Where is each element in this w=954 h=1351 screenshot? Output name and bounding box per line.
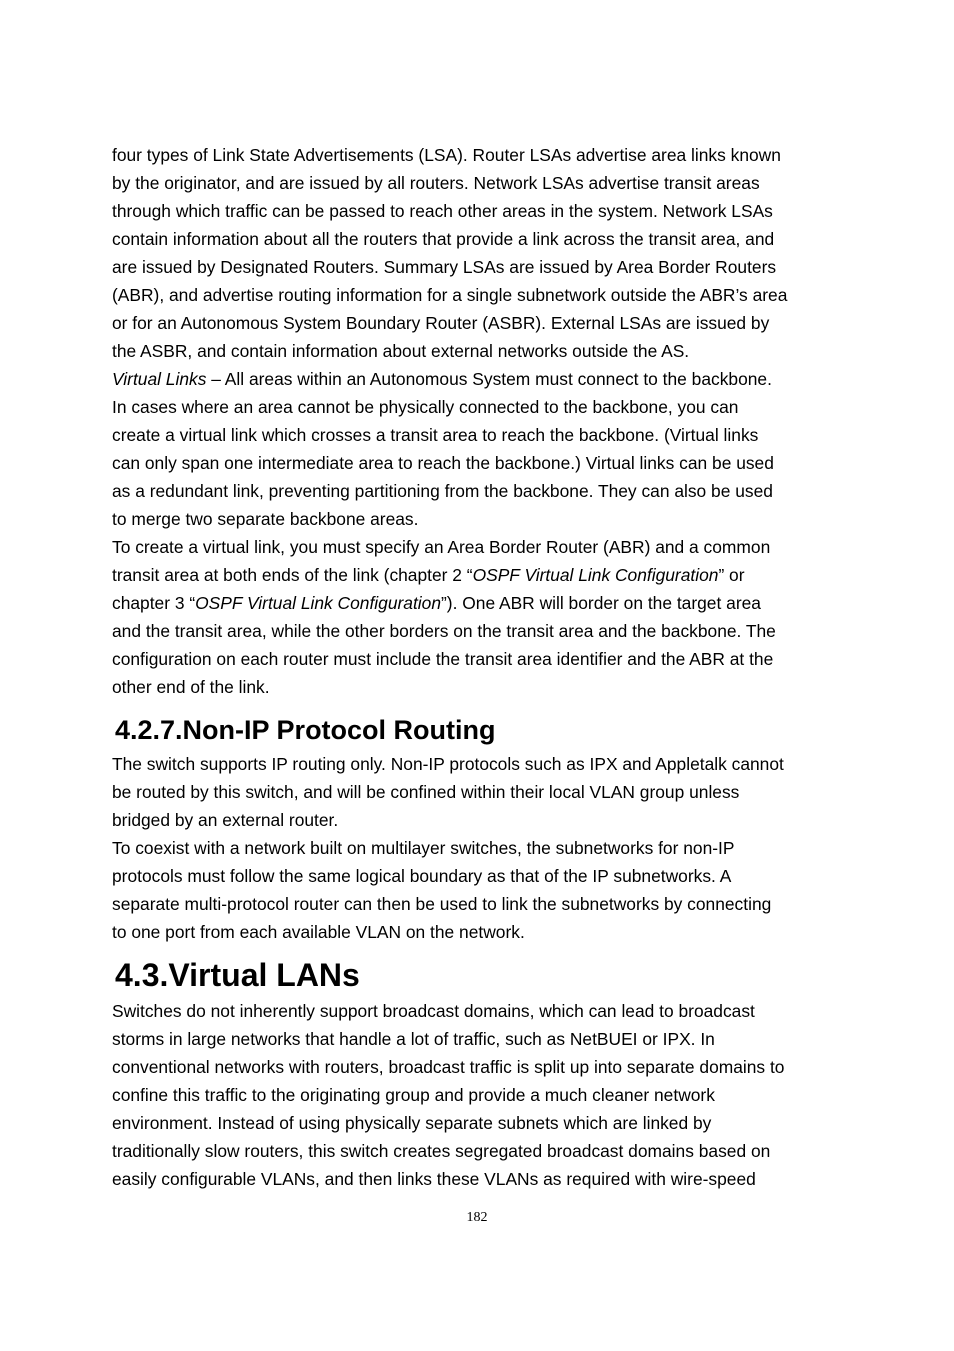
text-line: bridged by an external router. (112, 810, 339, 830)
text-line: In cases where an area cannot be physically connected to the backbone, you can (112, 397, 739, 417)
text-line: to one port from each available VLAN on the network. (112, 922, 525, 942)
text-fragment: ”). One ABR will border on the target area (441, 593, 761, 613)
document-body (112, 141, 847, 1193)
text-line (112, 561, 847, 589)
text-line (112, 589, 847, 617)
paragraph-broadcast-domains (112, 997, 847, 1193)
page-number: 182 (466, 1210, 488, 1225)
text-line: environment. Instead of using physically separate subnets which are linked by (112, 1113, 712, 1133)
text-line: by the originator, and are issued by all routers. Network LSAs advertise transit areas (112, 173, 760, 193)
text-line: traditionally slow routers, this switch creates segregated broadcast domains based on (112, 1141, 771, 1161)
text-line: contain information about all the routers that provide a link across the transit area, and (112, 229, 775, 249)
text-line: can only span one intermediate area to reach the backbone.) Virtual links can be used (112, 453, 774, 473)
text-line: The switch supports IP routing only. Non-IP protocols such as IPX and Appletalk cannot (112, 754, 784, 774)
paragraph-ip-routing-only (112, 750, 847, 834)
text-fragment: – All areas within an Autonomous System must connect to the backbone. (206, 369, 772, 389)
text-line: be routed by this switch, and will be confined within their local VLAN group unless (112, 782, 740, 802)
text-fragment: transit area at both ends of the link (chapter 2 “ (112, 565, 473, 585)
text-line: protocols must follow the same logical boundary as that of the IP subnetworks. A (112, 866, 732, 886)
reference-title: OSPF Virtual Link Configuration (195, 593, 441, 613)
paragraph-create-virtual-link (112, 533, 847, 701)
text-line: or for an Autonomous System Boundary Router (ASBR). External LSAs are issued by (112, 313, 770, 333)
text-line (112, 365, 847, 393)
text-line: To coexist with a network built on multilayer switches, the subnetworks for non-IP (112, 838, 735, 858)
paragraph-lsa-types (112, 141, 847, 365)
text-fragment: chapter 3 “ (112, 593, 196, 613)
text-line: to merge two separate backbone areas. (112, 509, 419, 529)
text-line: and the transit area, while the other borders on the transit area and the backbone. The (112, 621, 776, 641)
text-line: as a redundant link, preventing partitioning from the backbone. They can also be used (112, 481, 773, 501)
paragraph-coexist-multilayer (112, 834, 847, 946)
text-line: through which traffic can be passed to reach other areas in the system. Network LSAs (112, 201, 773, 221)
text-line: (ABR), and advertise routing information for a single subnetwork outside the ABR’s area (112, 285, 788, 305)
term-virtual-links: Virtual Links (112, 369, 207, 389)
section-heading-virtual-lans: 4.3.Virtual LANs (115, 957, 360, 993)
reference-title: OSPF Virtual Link Configuration (472, 565, 719, 585)
text-line: create a virtual link which crosses a transit area to reach the backbone. (Virtual links (112, 425, 759, 445)
text-line: conventional networks with routers, broadcast traffic is split up into separate domains to (112, 1057, 785, 1077)
text-fragment: ” or (718, 565, 745, 585)
text-line: the ASBR, and contain information about external networks outside the AS. (112, 341, 690, 361)
section-heading-non-ip-routing: 4.2.7.Non-IP Protocol Routing (115, 715, 496, 745)
text-line: four types of Link State Advertisements (LSA). Router LSAs advertise area links known (112, 145, 781, 165)
text-line: other end of the link. (112, 677, 270, 697)
text-line: To create a virtual link, you must specify an Area Border Router (ABR) and a common (112, 537, 771, 557)
text-line: storms in large networks that handle a lot of traffic, such as NetBUEI or IPX. In (112, 1029, 715, 1049)
paragraph-virtual-links (112, 365, 847, 533)
text-line: are issued by Designated Routers. Summary LSAs are issued by Area Border Routers (112, 257, 777, 277)
text-line: easily configurable VLANs, and then links these VLANs as required with wire-speed (112, 1169, 756, 1189)
text-line: configuration on each router must include the transit area identifier and the ABR at the (112, 649, 774, 669)
text-line: separate multi-protocol router can then be used to link the subnetworks by connecting (112, 894, 772, 914)
text-line: confine this traffic to the originating group and provide a much cleaner network (112, 1085, 715, 1105)
text-line: Switches do not inherently support broadcast domains, which can lead to broadcast (112, 1001, 755, 1021)
